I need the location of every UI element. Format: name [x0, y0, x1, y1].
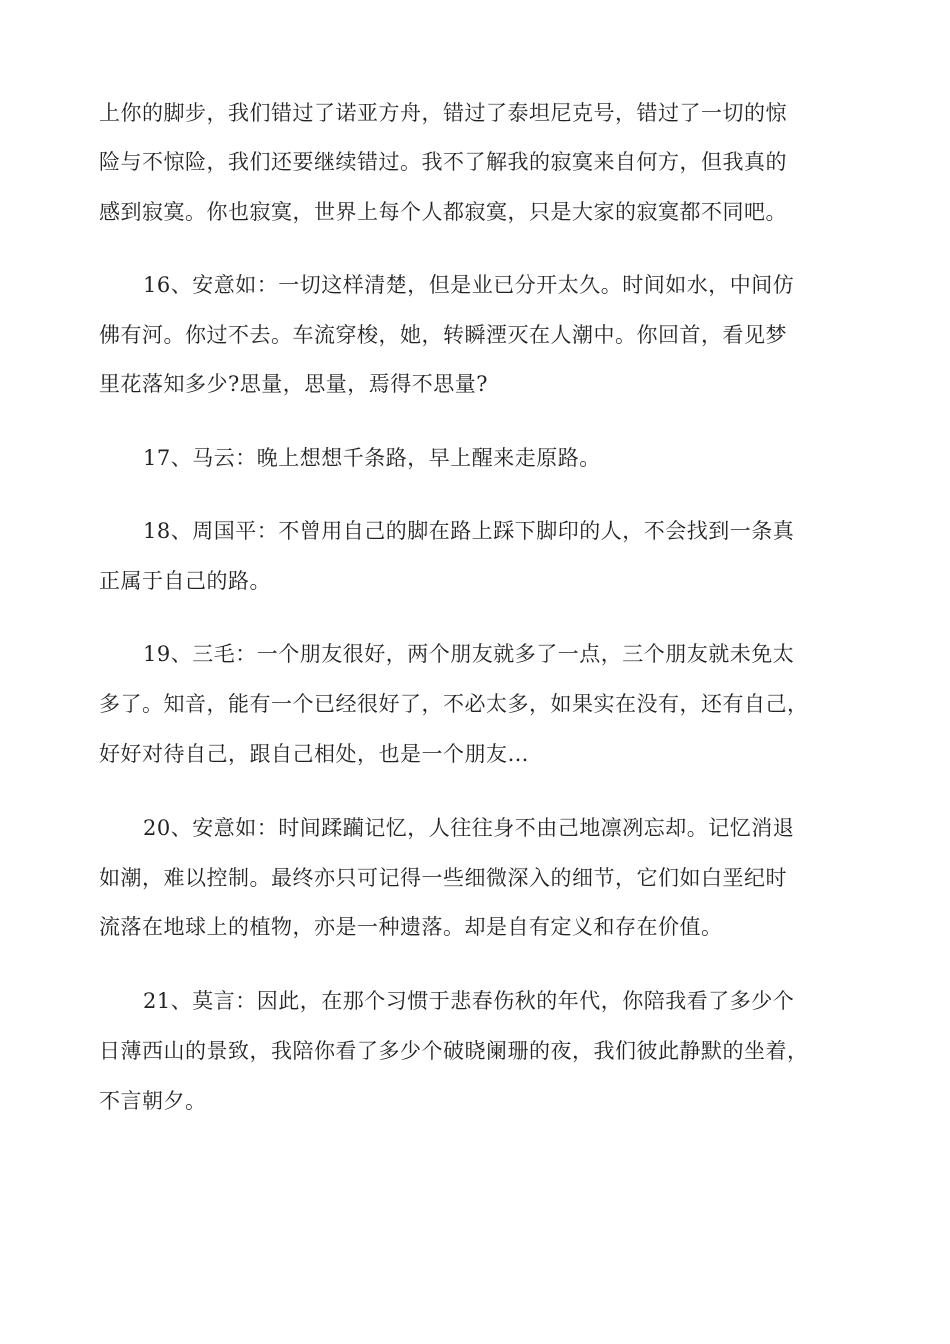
paragraph-line: 日薄西山的景致，我陪你看了多少个破晓阑珊的夜，我们彼此静默的坐着，: [99, 1039, 809, 1063]
paragraph-line: 上你的脚步，我们错过了诺亚方舟，错过了泰坦尼克号，错过了一切的惊: [99, 101, 787, 125]
paragraph-line: 险与不惊险，我们还要继续错过。我不了解我的寂寞来自何方，但我真的: [99, 150, 787, 174]
paragraph-line: 19、三毛：一个朋友很好，两个朋友就多了一点，三个朋友就未免太: [143, 642, 795, 666]
paragraph-line: 里花落知多少?思量，思量，焉得不思量?: [99, 372, 489, 396]
paragraph-line: 多了。知音，能有一个已经很好了，不必太多，如果实在没有，还有自己，: [99, 692, 809, 716]
paragraph-line: 好好对待自己，跟自己相处，也是一个朋友…: [99, 742, 529, 766]
paragraph-line: 20、安意如：时间蹂躏记忆，人往往身不由己地凛冽忘却。记忆消退: [143, 816, 795, 840]
paragraph-line: 流落在地球上的植物，亦是一种遗落。却是自有定义和存在价值。: [99, 915, 723, 939]
paragraph-line: 感到寂寞。你也寂寞，世界上每个人都寂寞，只是大家的寂寞都不同吧。: [99, 200, 787, 224]
paragraph-line: 正属于自己的路。: [99, 569, 271, 593]
paragraph-line: 16、安意如：一切这样清楚，但是业已分开太久。时间如水，中间仿: [143, 273, 795, 297]
paragraph-line: 21、莫言：因此，在那个习惯于悲春伤秋的年代，你陪我看了多少个: [143, 989, 795, 1013]
paragraph-line: 佛有河。你过不去。车流穿梭，她，转瞬湮灭在人潮中。你回首，看见梦: [99, 323, 787, 347]
paragraph-line: 如潮，难以控制。最终亦只可记得一些细微深入的细节，它们如白垩纪时: [99, 866, 787, 890]
paragraph-line: 18、周国平：不曾用自己的脚在路上踩下脚印的人，不会找到一条真: [143, 519, 795, 543]
paragraph-line: 不言朝夕。: [99, 1089, 207, 1113]
paragraph-line: 17、马云：晚上想想千条路，早上醒来走原路。: [143, 446, 601, 470]
